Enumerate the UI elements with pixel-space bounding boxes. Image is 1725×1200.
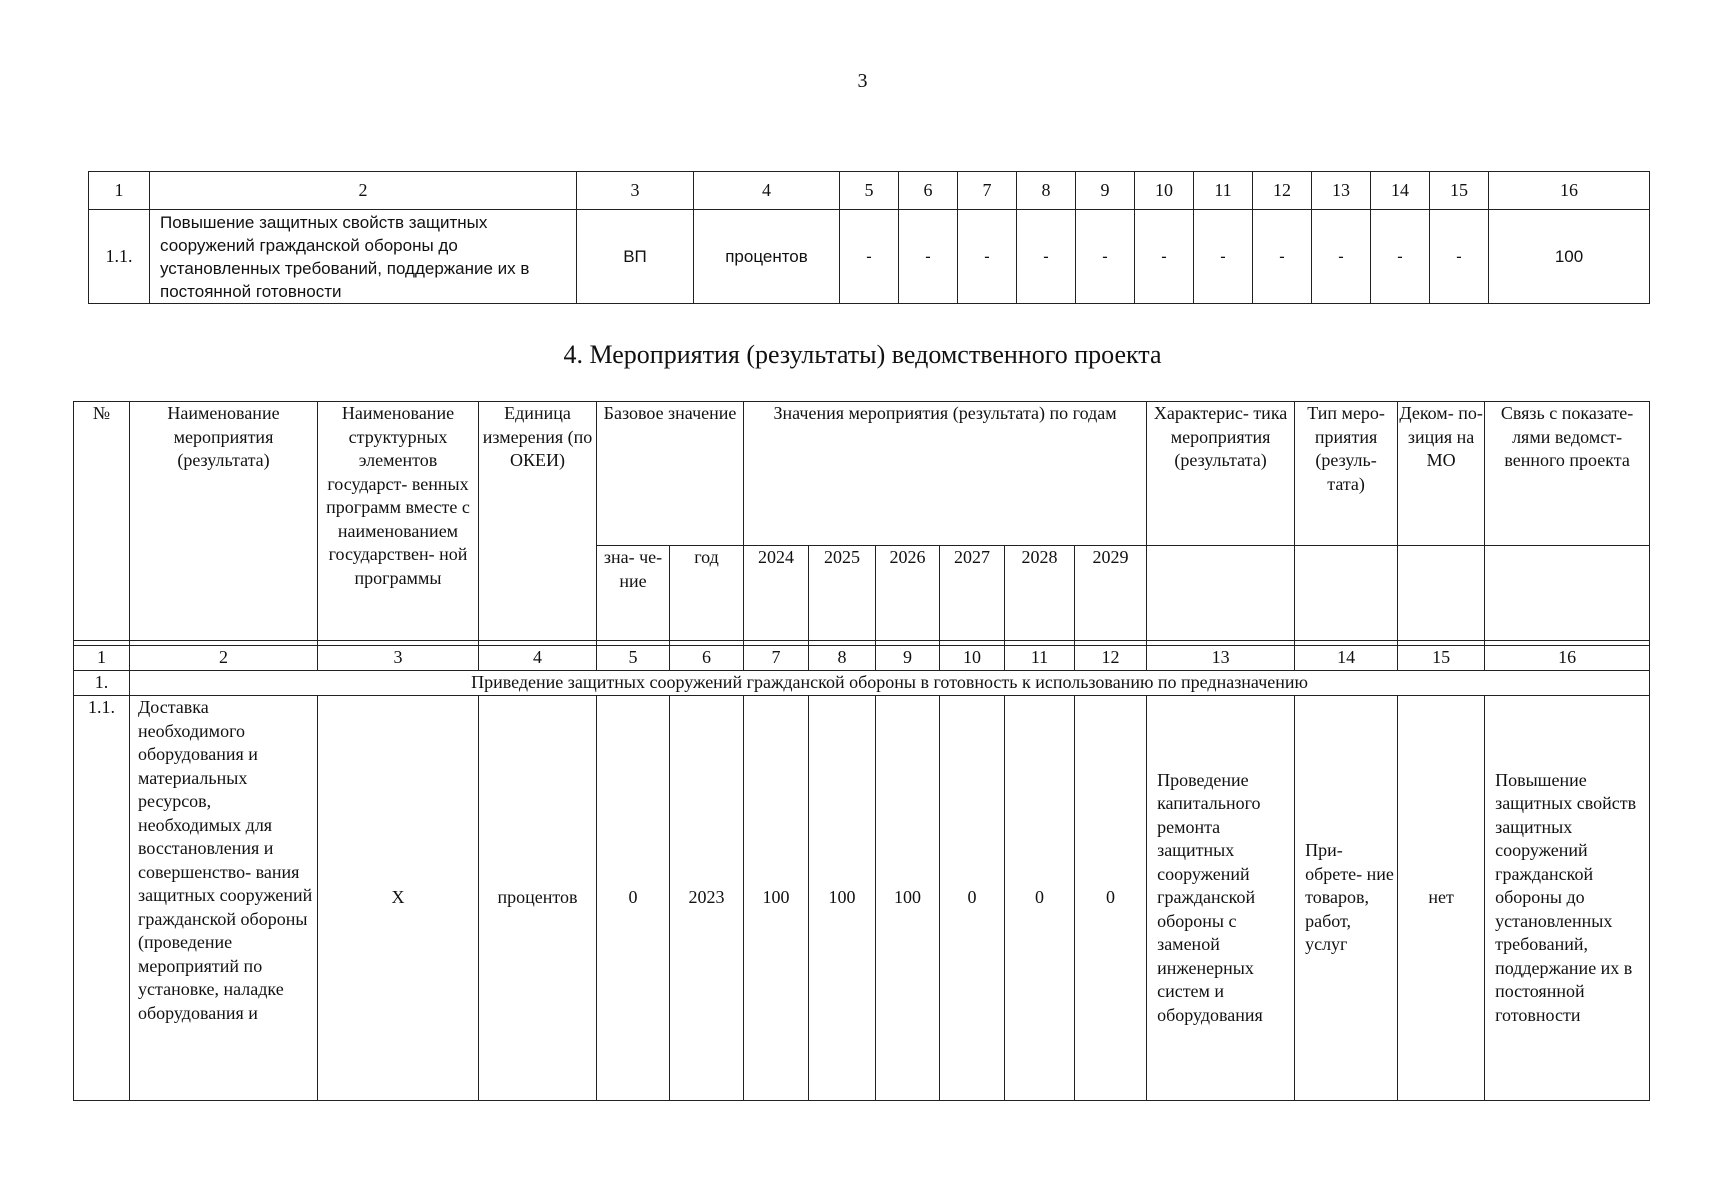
table-header-row — [74, 402, 1650, 546]
row-number: 1.1. — [74, 696, 130, 1101]
header-base-value-year: год — [670, 546, 744, 641]
table-cell: - — [1371, 210, 1430, 304]
column-number: 7 — [958, 172, 1017, 210]
type-cell: При- обрете- ние товаров, работ, услуг — [1295, 696, 1398, 1101]
column-number: 8 — [809, 646, 876, 671]
page-number: 3 — [857, 70, 868, 92]
link-cell: Повышение защитных свойств защитных сооружений гражданской обороны до установленных требований, поддержание их в постоянной готовности — [1485, 696, 1650, 1101]
column-number: 3 — [318, 646, 479, 671]
column-number: 12 — [1075, 646, 1147, 671]
column-number: 11 — [1005, 646, 1075, 671]
header-number: № — [74, 402, 130, 641]
section-row-title: Приведение защитных сооружений гражданской обороны в готовность к использованию по предназначению — [130, 671, 1650, 696]
indicator-type: ВП — [577, 210, 694, 304]
header-base-value: Базовое значение — [597, 402, 744, 546]
column-number: 16 — [1485, 646, 1650, 671]
column-number: 6 — [670, 646, 744, 671]
column-number: 15 — [1430, 172, 1489, 210]
table-cell: - — [1076, 210, 1135, 304]
table-cell: - — [1135, 210, 1194, 304]
column-number: 9 — [876, 646, 940, 671]
table-cell: 100 — [1489, 210, 1650, 304]
activity-name: Доставка необходимого оборудования и материальных ресурсов, необходимых для восстановления и совершенство- вания защитных сооружений гражданской обороны (проведение мероприятий по установке, наладке оборудования и — [130, 696, 318, 1101]
table-cell: - — [1430, 210, 1489, 304]
table-cell: - — [1017, 210, 1076, 304]
table-cell: - — [958, 210, 1017, 304]
table-cell: - — [1253, 210, 1312, 304]
table-cell: - — [1312, 210, 1371, 304]
column-number-row — [74, 646, 1650, 671]
empty-cell — [1398, 546, 1485, 641]
section-title: 4. Мероприятия (результаты) ведомственного проекта — [563, 340, 1162, 369]
header-year: 2029 — [1075, 546, 1147, 641]
column-number: 12 — [1253, 172, 1312, 210]
header-type: Тип меро- приятия (резуль- тата) — [1295, 402, 1398, 546]
column-number: 7 — [744, 646, 809, 671]
table-row — [74, 696, 1650, 1101]
year-value-cell: 100 — [876, 696, 940, 1101]
column-number: 5 — [840, 172, 899, 210]
unit-cell: процентов — [479, 696, 597, 1101]
header-year: 2028 — [1005, 546, 1075, 641]
column-number: 3 — [577, 172, 694, 210]
header-base-value-value: зна- че- ние — [597, 546, 670, 641]
header-characteristic: Характерис- тика мероприятия (результата) — [1147, 402, 1295, 546]
structural-elements-cell: Х — [318, 696, 479, 1101]
header-year: 2027 — [940, 546, 1005, 641]
table-row — [89, 210, 1650, 304]
header-activity-name: Наименование мероприятия (результата) — [130, 402, 318, 641]
row-number: 1.1. — [89, 210, 150, 304]
column-number: 10 — [1135, 172, 1194, 210]
table-cell: - — [1194, 210, 1253, 304]
column-number: 4 — [479, 646, 597, 671]
year-value-cell: 100 — [744, 696, 809, 1101]
header-structural-elements: Наименование структурных элементов государст- венных программ вместе с наименованием государствен- ной программы — [318, 402, 479, 641]
header-year: 2026 — [876, 546, 940, 641]
header-year: 2024 — [744, 546, 809, 641]
base-year-cell: 2023 — [670, 696, 744, 1101]
column-number: 15 — [1398, 646, 1485, 671]
column-number: 13 — [1147, 646, 1295, 671]
empty-cell — [1485, 546, 1650, 641]
characteristic-cell: Проведение капитального ремонта защитных сооружений гражданской обороны с заменой инженерных систем и оборудования — [1147, 696, 1295, 1101]
year-value-cell: 0 — [1005, 696, 1075, 1101]
indicators-table-continuation — [88, 171, 1650, 304]
column-number: 8 — [1017, 172, 1076, 210]
year-value-cell: 100 — [809, 696, 876, 1101]
column-number: 16 — [1489, 172, 1650, 210]
column-number: 10 — [940, 646, 1005, 671]
column-number: 4 — [694, 172, 840, 210]
column-number: 13 — [1312, 172, 1371, 210]
table-cell: - — [899, 210, 958, 304]
column-number: 14 — [1295, 646, 1398, 671]
column-number: 5 — [597, 646, 670, 671]
section-number: 1. — [74, 671, 130, 696]
column-number: 2 — [150, 172, 577, 210]
decomposition-cell: нет — [1398, 696, 1485, 1101]
column-number: 11 — [1194, 172, 1253, 210]
column-number: 1 — [74, 646, 130, 671]
table-cell: - — [840, 210, 899, 304]
column-number: 1 — [89, 172, 150, 210]
section-row — [74, 671, 1650, 696]
empty-cell — [1295, 546, 1398, 641]
base-value-cell: 0 — [597, 696, 670, 1101]
column-number: 9 — [1076, 172, 1135, 210]
year-value-cell: 0 — [1075, 696, 1147, 1101]
header-values-by-year: Значения мероприятия (результата) по годам — [744, 402, 1147, 546]
header-unit: Единица измерения (по ОКЕИ) — [479, 402, 597, 641]
empty-cell — [1147, 546, 1295, 641]
header-decomposition: Деком- по- зиция на МО — [1398, 402, 1485, 546]
header-link: Связь с показате- лями ведомст- венного проекта — [1485, 402, 1650, 546]
column-number: 6 — [899, 172, 958, 210]
column-number: 2 — [130, 646, 318, 671]
header-year: 2025 — [809, 546, 876, 641]
indicator-name: Повышение защитных свойств защитных сооружений гражданской обороны до установленных требований, поддержание их в постоянной готовности — [150, 210, 577, 304]
year-value-cell: 0 — [940, 696, 1005, 1101]
table-header-row — [89, 172, 1650, 210]
indicator-unit: процентов — [694, 210, 840, 304]
activities-table — [73, 401, 1650, 1101]
column-number: 14 — [1371, 172, 1430, 210]
